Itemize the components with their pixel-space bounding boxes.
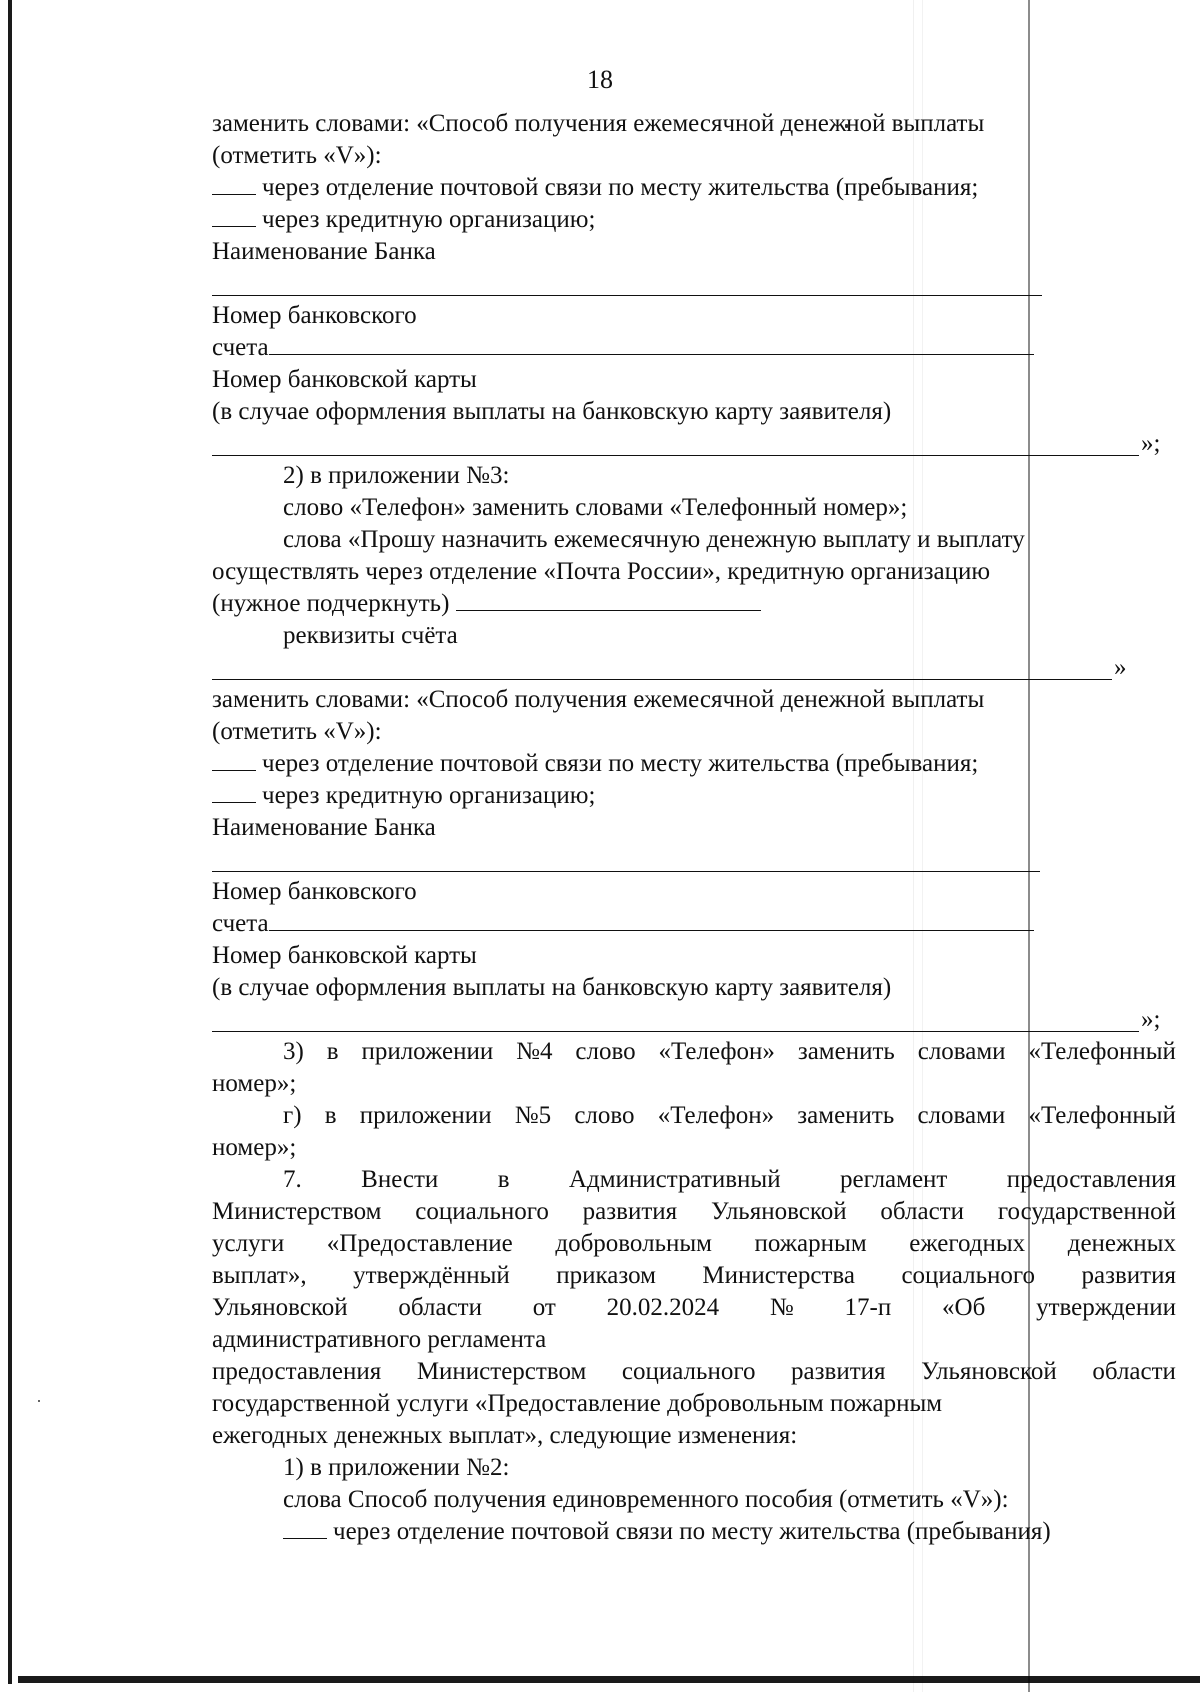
- word: словами: [917, 1102, 1006, 1129]
- fill-in-line: [212, 871, 1040, 872]
- word: социального: [621, 1358, 756, 1385]
- checkbox-blank: [212, 174, 256, 195]
- fill-in-line: [269, 908, 1034, 931]
- word: «Телефон»: [657, 1102, 775, 1129]
- fill-in-line: [269, 332, 1034, 355]
- word: №: [769, 1294, 794, 1321]
- word: словами: [917, 1038, 1006, 1065]
- word: пожарным: [754, 1230, 867, 1257]
- word: г): [283, 1102, 302, 1129]
- word: Ульяновской: [921, 1358, 1057, 1385]
- requisites-field: [212, 652, 1176, 684]
- fill-in-line: [456, 588, 761, 611]
- closing-quote: »;: [1141, 430, 1161, 457]
- text-line: (в случае оформления выплаты на банковскую карту заявителя): [212, 974, 892, 1001]
- justified-line: [212, 1356, 1176, 1388]
- text-line: Наименование Банка: [212, 814, 436, 841]
- word: добровольным: [555, 1230, 712, 1257]
- option-line-bank: [212, 204, 1176, 236]
- text-line: Номер банковской карты: [212, 942, 477, 969]
- word: заменить: [797, 1102, 895, 1129]
- word: Внести: [361, 1166, 439, 1193]
- text-line: слова Способ получения единовременного пособия (отметить «V»):: [283, 1486, 1009, 1513]
- word: ежегодных: [909, 1230, 1026, 1257]
- word: в: [324, 1102, 337, 1129]
- word: утверждении: [1036, 1294, 1176, 1321]
- card-field: [212, 428, 1176, 460]
- scan-left-edge: [8, 0, 12, 1684]
- justified-line: [212, 1100, 1176, 1132]
- word: «Об: [942, 1294, 986, 1321]
- fill-in-line: [212, 295, 1042, 296]
- justified-line: [212, 1036, 1176, 1068]
- closing-quote: »: [1114, 654, 1127, 681]
- justified-line: [212, 1164, 1176, 1196]
- scan-speck: [38, 1400, 40, 1402]
- word: услуги: [212, 1230, 285, 1257]
- text-line: Номер банковской карты: [212, 366, 477, 393]
- text-line: осуществлять через отделение «Почта России», кредитную организацию: [212, 558, 991, 585]
- word: слово: [575, 1038, 636, 1065]
- word: социального: [415, 1198, 549, 1225]
- text-line: номер»;: [212, 1070, 297, 1097]
- checkbox-blank: [212, 206, 256, 227]
- word: предоставления: [212, 1358, 382, 1385]
- fill-in-line: [212, 1031, 1139, 1032]
- option-label: через отделение почтовой связи по месту жительства (пребывания;: [262, 750, 979, 777]
- word: Ульяновской: [212, 1294, 348, 1321]
- text-line: административного регламента: [212, 1326, 547, 1353]
- justified-line: [212, 1292, 1176, 1324]
- word: заменить: [797, 1038, 895, 1065]
- word: №5: [514, 1102, 552, 1129]
- justified-line: [212, 1196, 1176, 1228]
- word: в: [326, 1038, 339, 1065]
- checkbox-blank: [283, 1518, 327, 1539]
- scan-bottom-edge: [18, 1676, 1200, 1683]
- text-line: номер»;: [212, 1134, 297, 1161]
- option-line-bank: [212, 780, 1176, 812]
- bank-name-field: [212, 844, 1176, 876]
- option-label: через отделение почтовой связи по месту жительства (пребывания;: [262, 174, 979, 201]
- word: приложении: [361, 1038, 494, 1065]
- word: Ульяновской: [710, 1198, 847, 1225]
- field-label: (нужное подчеркнуть): [212, 590, 450, 617]
- option-line-post: [212, 1516, 1176, 1548]
- word: развития: [1081, 1262, 1176, 1289]
- word: слово: [574, 1102, 635, 1129]
- word: Министерством: [212, 1198, 382, 1225]
- word: государственной: [997, 1198, 1176, 1225]
- word: регламент: [839, 1166, 948, 1193]
- text-line: реквизиты счёта: [283, 622, 458, 649]
- text-line: Номер банковского: [212, 878, 417, 905]
- word: области: [880, 1198, 964, 1225]
- text-line: Наименование Банка: [212, 238, 436, 265]
- word: выплат»,: [212, 1262, 307, 1289]
- text-line: ежегодных денежных выплат», следующие изменения:: [212, 1422, 798, 1449]
- checkbox-blank: [212, 782, 256, 803]
- text-line: слово «Телефон» заменить словами «Телефонный номер»;: [283, 494, 908, 521]
- option-label: через кредитную организацию;: [262, 206, 596, 233]
- word: социального: [901, 1262, 1036, 1289]
- word: приказом: [556, 1262, 656, 1289]
- word: «Предоставление: [326, 1230, 513, 1257]
- text-line: заменить словами: «Способ получения ежемесячной денежной выплаты: [212, 110, 985, 137]
- word: области: [398, 1294, 482, 1321]
- option-label: через отделение почтовой связи по месту жительства (пребывания): [333, 1518, 1051, 1545]
- word: «Телефон»: [658, 1038, 775, 1065]
- text-line: заменить словами: «Способ получения ежемесячной денежной выплаты: [212, 686, 985, 713]
- word: №4: [516, 1038, 553, 1065]
- closing-quote: »;: [1141, 1006, 1161, 1033]
- checkbox-blank: [212, 750, 256, 771]
- word: развития: [582, 1198, 678, 1225]
- account-field: [212, 332, 1176, 364]
- bank-name-field: [212, 268, 1176, 300]
- word: 7.: [283, 1166, 302, 1193]
- page-number: 18: [587, 65, 613, 94]
- word: утверждённый: [353, 1262, 510, 1289]
- field-label: счета: [212, 334, 269, 361]
- text-line: 1) в приложении №2:: [283, 1454, 510, 1481]
- text-line: 2) в приложении №3:: [283, 462, 510, 489]
- underline-choice-field: [212, 588, 1176, 620]
- fill-in-line: [212, 455, 1139, 456]
- word: Министерства: [702, 1262, 855, 1289]
- fill-in-line: [212, 679, 1112, 680]
- word: Административный: [568, 1166, 781, 1193]
- text-line: (в случае оформления выплаты на банковскую карту заявителя): [212, 398, 892, 425]
- word: «Телефонный: [1028, 1102, 1176, 1129]
- option-line-post: [212, 748, 1176, 780]
- word: развития: [791, 1358, 886, 1385]
- word: предоставления: [1006, 1166, 1176, 1193]
- justified-line: [212, 1260, 1176, 1292]
- option-label: через кредитную организацию;: [262, 782, 596, 809]
- text-line: слова «Прошу назначить ежемесячную денежную выплату и выплату: [283, 526, 1025, 553]
- word: «Телефонный: [1028, 1038, 1176, 1065]
- text-line: государственной услуги «Предоставление добровольным пожарным: [212, 1390, 943, 1417]
- word: от: [532, 1294, 556, 1321]
- document-body: [212, 108, 1176, 1548]
- word: 3): [283, 1038, 304, 1065]
- account-field: [212, 908, 1176, 940]
- text-line: (отметить «V»):: [212, 718, 382, 745]
- word: 20.02.2024: [606, 1294, 720, 1321]
- word: приложении: [359, 1102, 492, 1129]
- justified-line: [212, 1228, 1176, 1260]
- text-line: (отметить «V»):: [212, 142, 382, 169]
- field-label: счета: [212, 910, 269, 937]
- option-line-post: [212, 172, 1176, 204]
- word: области: [1092, 1358, 1176, 1385]
- word: 17-п: [844, 1294, 892, 1321]
- word: Министерством: [416, 1358, 587, 1385]
- text-line: Номер банковского: [212, 302, 417, 329]
- card-field: [212, 1004, 1176, 1036]
- word: в: [497, 1166, 510, 1193]
- word: денежных: [1067, 1230, 1176, 1257]
